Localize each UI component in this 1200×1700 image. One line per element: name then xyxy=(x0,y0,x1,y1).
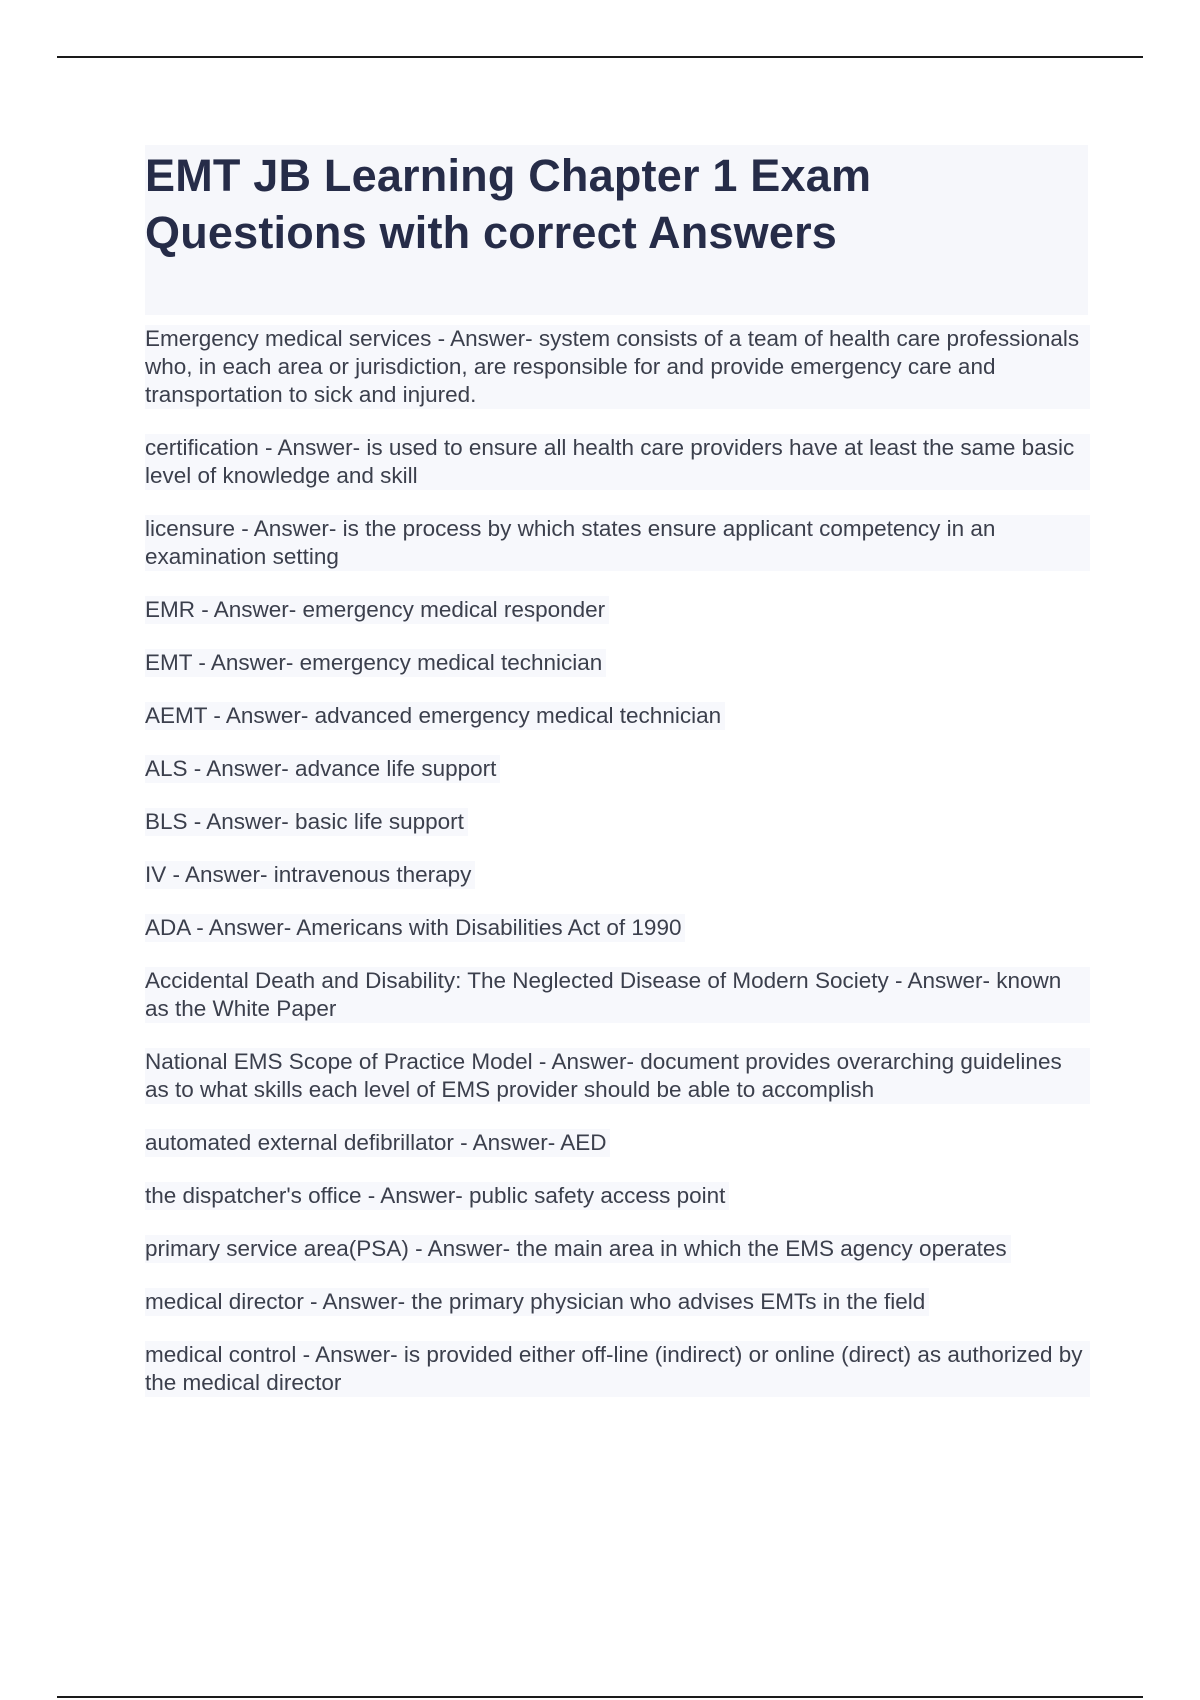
top-rule xyxy=(57,56,1143,58)
qa-text: primary service area(PSA) - Answer- the main area in which the EMS agency operates xyxy=(145,1235,1011,1263)
qa-text: National EMS Scope of Practice Model - Answer- document provides overarching guidelines as to what skills each level of EMS provider should be able to accomplish xyxy=(145,1048,1090,1104)
list-item xyxy=(145,755,1090,783)
qa-text: automated external defibrillator - Answer- AED xyxy=(145,1129,610,1157)
list-item xyxy=(145,515,1090,571)
qa-text: ADA - Answer- Americans with Disabilities Act of 1990 xyxy=(145,914,685,942)
qa-text: Accidental Death and Disability: The Neglected Disease of Modern Society - Answer- known as the White Paper xyxy=(145,967,1090,1023)
document-title: EMT JB Learning Chapter 1 Exam Questions with correct Answers xyxy=(145,150,872,258)
qa-text: AEMT - Answer- advanced emergency medical technician xyxy=(145,702,725,730)
qa-text: Emergency medical services - Answer- system consists of a team of health care professionals who, in each area or jurisdiction, are responsible for and provide emergency care and transportation to sick and injured. xyxy=(145,325,1090,409)
list-item xyxy=(145,649,1090,677)
list-item xyxy=(145,967,1090,1023)
list-item xyxy=(145,1048,1090,1104)
list-item xyxy=(145,702,1090,730)
list-item xyxy=(145,1235,1090,1263)
qa-text: licensure - Answer- is the process by which states ensure applicant competency in an examination setting xyxy=(145,515,1090,571)
list-item xyxy=(145,1288,1090,1316)
list-item xyxy=(145,1182,1090,1210)
qa-text: certification - Answer- is used to ensure all health care providers have at least the same basic level of knowledge and skill xyxy=(145,434,1090,490)
qa-text: medical director - Answer- the primary physician who advises EMTs in the field xyxy=(145,1288,929,1316)
qa-text: the dispatcher's office - Answer- public safety access point xyxy=(145,1182,729,1210)
list-item xyxy=(145,1341,1090,1397)
qa-list xyxy=(145,325,1090,1397)
list-item xyxy=(145,325,1090,409)
qa-text: ALS - Answer- advance life support xyxy=(145,755,500,783)
qa-text: EMR - Answer- emergency medical responder xyxy=(145,596,609,624)
qa-text: IV - Answer- intravenous therapy xyxy=(145,861,475,889)
list-item xyxy=(145,861,1090,889)
qa-text: EMT - Answer- emergency medical technician xyxy=(145,649,606,677)
list-item xyxy=(145,434,1090,490)
list-item xyxy=(145,596,1090,624)
qa-text: BLS - Answer- basic life support xyxy=(145,808,468,836)
qa-text: medical control - Answer- is provided either off-line (indirect) or online (direct) as authorized by the medical director xyxy=(145,1341,1090,1397)
title-block xyxy=(145,145,1088,315)
list-item xyxy=(145,808,1090,836)
list-item xyxy=(145,1129,1090,1157)
document-body xyxy=(145,145,1090,1422)
list-item xyxy=(145,914,1090,942)
bottom-rule xyxy=(57,1696,1143,1698)
